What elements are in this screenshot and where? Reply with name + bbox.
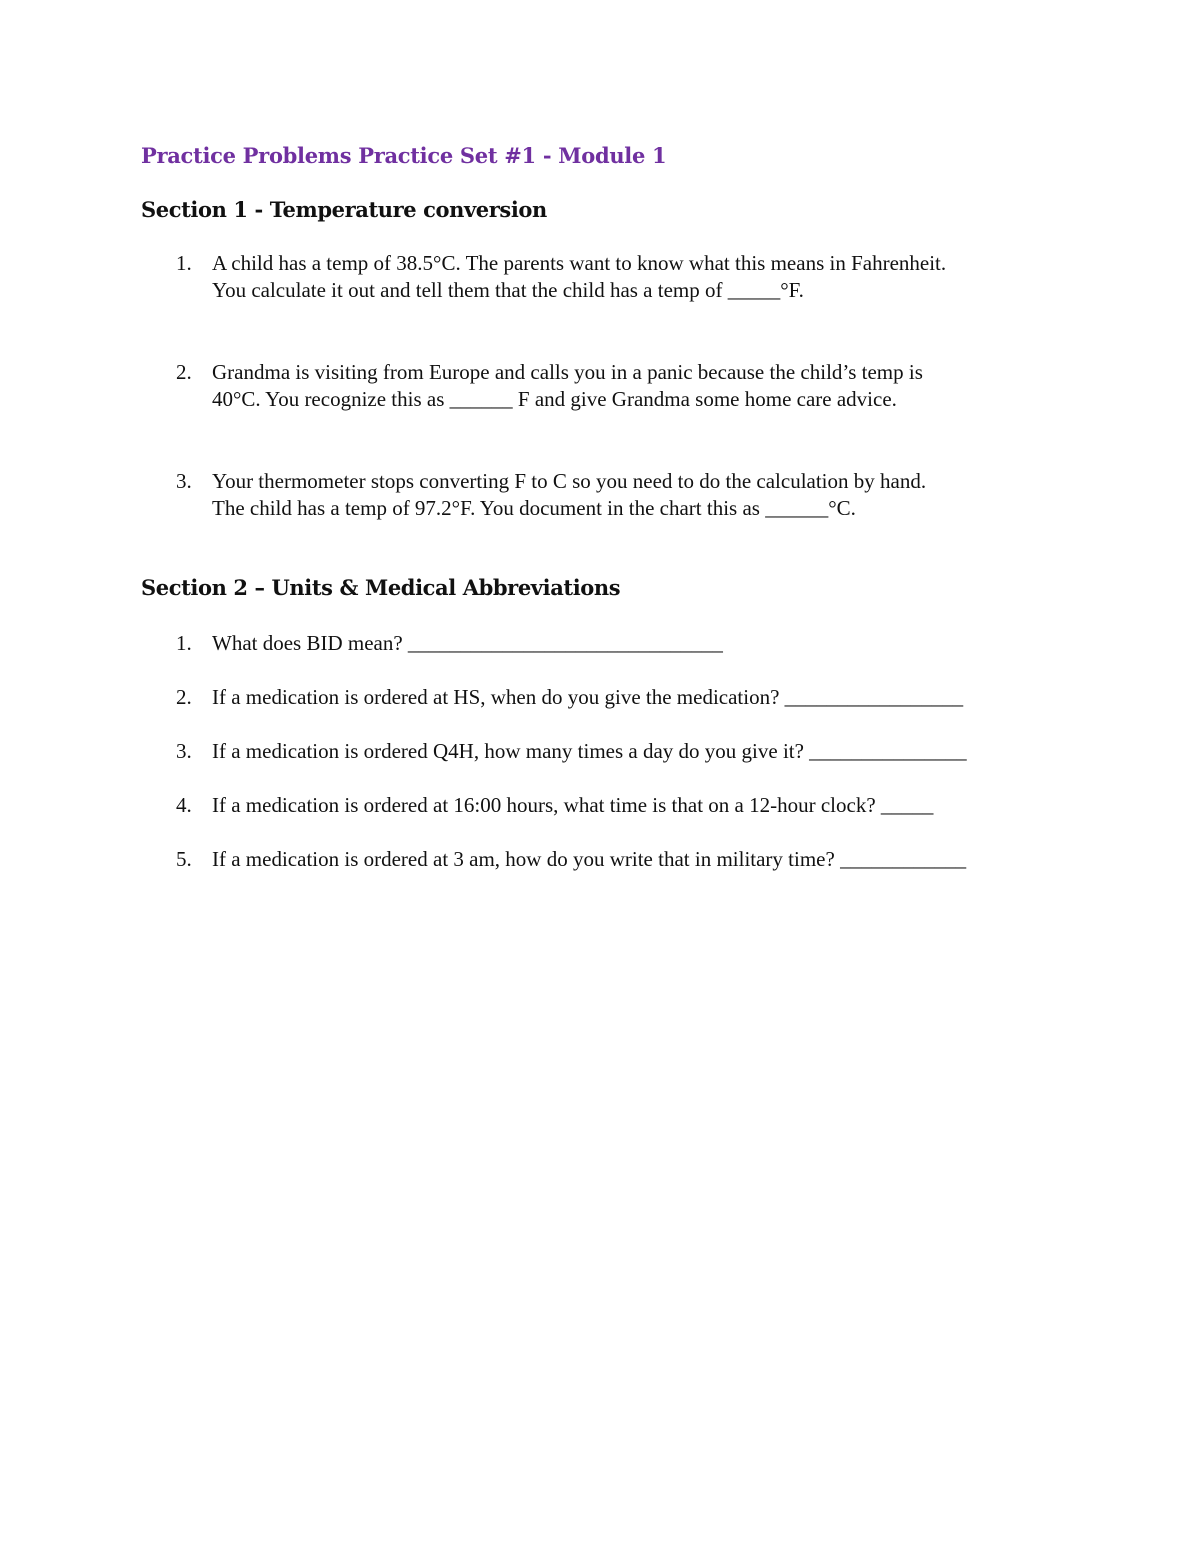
question-text-line-1: Your thermometer stops converting F to C so you need to do the calculation by hand.	[212, 469, 927, 493]
question-number: 2.	[176, 360, 192, 384]
question-text: If a medication is ordered at 16:00 hours, what time is that on a 12-hour clock? _____	[212, 793, 934, 817]
question-number: 3.	[176, 739, 192, 763]
page-title: Practice Problems Practice Set #1 - Module 1	[141, 143, 667, 168]
question-text-line-1: A child has a temp of 38.5°C. The parents want to know what this means in Fahrenheit.	[212, 251, 947, 275]
question-text: What does BID mean? ______________________________	[212, 631, 723, 655]
section-2-heading: Section 2 – Units & Medical Abbreviations	[141, 575, 621, 600]
question-text: If a medication is ordered at HS, when do you give the medication? _________________	[212, 685, 964, 709]
question-text-line-2: 40°C. You recognize this as ______ F and give Grandma some home care advice.	[212, 387, 897, 411]
section-1-heading: Section 1 - Temperature conversion	[141, 197, 547, 222]
question-text-line-2: You calculate it out and tell them that the child has a temp of _____°F.	[212, 278, 804, 302]
question-text-line-1: Grandma is visiting from Europe and calls you in a panic because the child’s temp is	[212, 360, 923, 384]
question-number: 2.	[176, 685, 192, 709]
question-number: 1.	[176, 631, 192, 655]
question-number: 1.	[176, 251, 192, 275]
question-text: If a medication is ordered at 3 am, how do you write that in military time? ____________	[212, 847, 967, 871]
question-number: 5.	[176, 847, 192, 871]
question-text: If a medication is ordered Q4H, how many times a day do you give it? _______________	[212, 739, 967, 763]
question-text-line-2: The child has a temp of 97.2°F. You document in the chart this as ______°C.	[212, 496, 856, 520]
question-number: 4.	[176, 793, 192, 817]
question-number: 3.	[176, 469, 192, 493]
